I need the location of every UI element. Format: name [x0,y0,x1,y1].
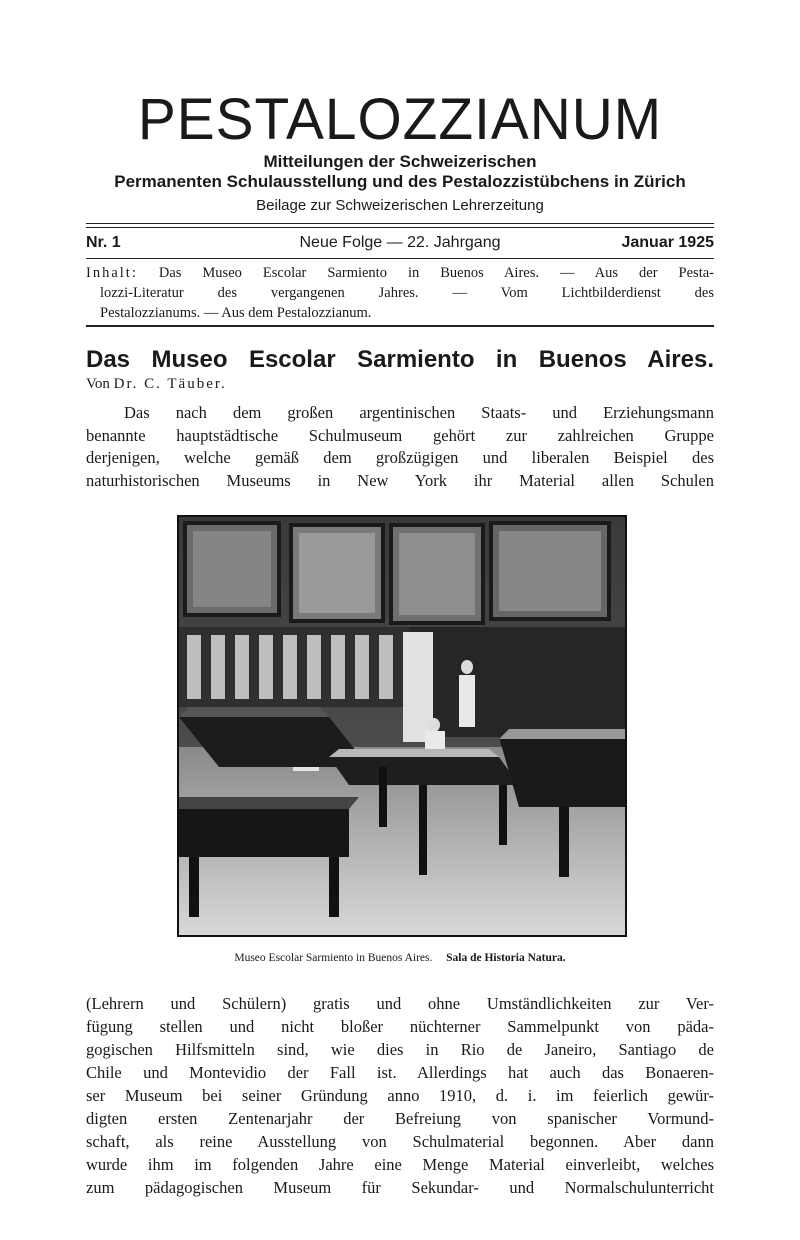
article-paragraph [86,992,714,1199]
figure-caption [86,952,714,964]
text-line: benannte hauptstädtische Schulmuseum gehört zur zahlreichen Gruppe [86,425,714,445]
journal-title: PESTALOZZIANUM [137,87,663,152]
text-line: schaft, als reine Ausstellung von Schulmaterial begonnen. Aber dann [86,1132,714,1151]
author-name: Dr. C. Täuber. [113,376,227,392]
divider [86,325,714,327]
divider [86,223,714,224]
text-line: gogischen Hilfsmitteln sind, wie dies in Rio de Janeiro, Santiago de [86,1040,714,1059]
text-line: fügung stellen und nicht bloßer nüchterner Sammelpunkt von päda- [86,1017,714,1036]
journal-subtitle-1: Mitteilungen der Schweizerischen [263,152,537,171]
table-of-contents [86,263,714,323]
issue-series: Neue Folge — 22. Jahrgang [299,234,501,251]
text-line: digten ersten Zentenarjahr der Befreiung von spanischer Vormund- [86,1109,714,1128]
article-paragraph [86,402,714,492]
issue-number: Nr. 1 [86,234,121,251]
text-line: ser Museum bei seiner Gründung anno 1910, d. i. im feierlich gewür- [86,1086,714,1105]
issue-info [86,234,714,254]
article-author [86,376,227,393]
contents-line: Das Museo Escolar Sarmiento in Buenos Aires. — Aus der Pesta- [158,265,714,281]
text-line: zum pädagogischen Museum für Sekundar- und Normalschulunterricht [86,1178,714,1197]
journal-page [86,0,714,1240]
caption-part: Museo Escolar Sarmiento in Buenos Aires. [234,952,433,964]
author-prefix: Von [86,376,110,392]
divider [86,227,714,228]
caption-part: Sala de Historia Natura. [446,952,566,964]
text-line: (Lehrern und Schülern) gratis und ohne Umständlichkeiten zur Ver- [86,994,714,1013]
contents-line: Pestalozzianums. — Aus dem Pestalozzianum. [100,305,372,321]
issue-date: Januar 1925 [621,234,714,251]
article-title: Das Museo Escolar Sarmiento in Buenos Aires. [86,346,714,373]
contents-label: Inhalt: [86,265,138,281]
journal-subtitle-2: Permanenten Schulausstellung und des Pestalozzistübchens in Zürich [114,172,686,191]
text-line: derjenigen, welche gemäß dem großzügigen und liberalen Beispiel des [86,448,714,467]
text-line: Das nach dem großen argentinischen Staats- und Erziehungsmann [124,403,714,422]
text-line: Chile und Montevidio der Fall ist. Allerdings hat auch das Bonaeren- [86,1063,714,1082]
journal-supplement: Beilage zur Schweizerischen Lehrerzeitung [256,197,544,214]
text-line: wurde ihm im folgenden Jahre eine Menge Material einverleibt, welches [86,1155,714,1174]
divider [86,258,714,259]
contents-line: lozzi-Literatur des vergangenen Jahres. — Vom Lichtbilderdienst des [100,285,714,301]
museum-photo [177,515,627,937]
text-line: naturhistorischen Museums in New York ihr Material allen Schulen [86,470,714,490]
